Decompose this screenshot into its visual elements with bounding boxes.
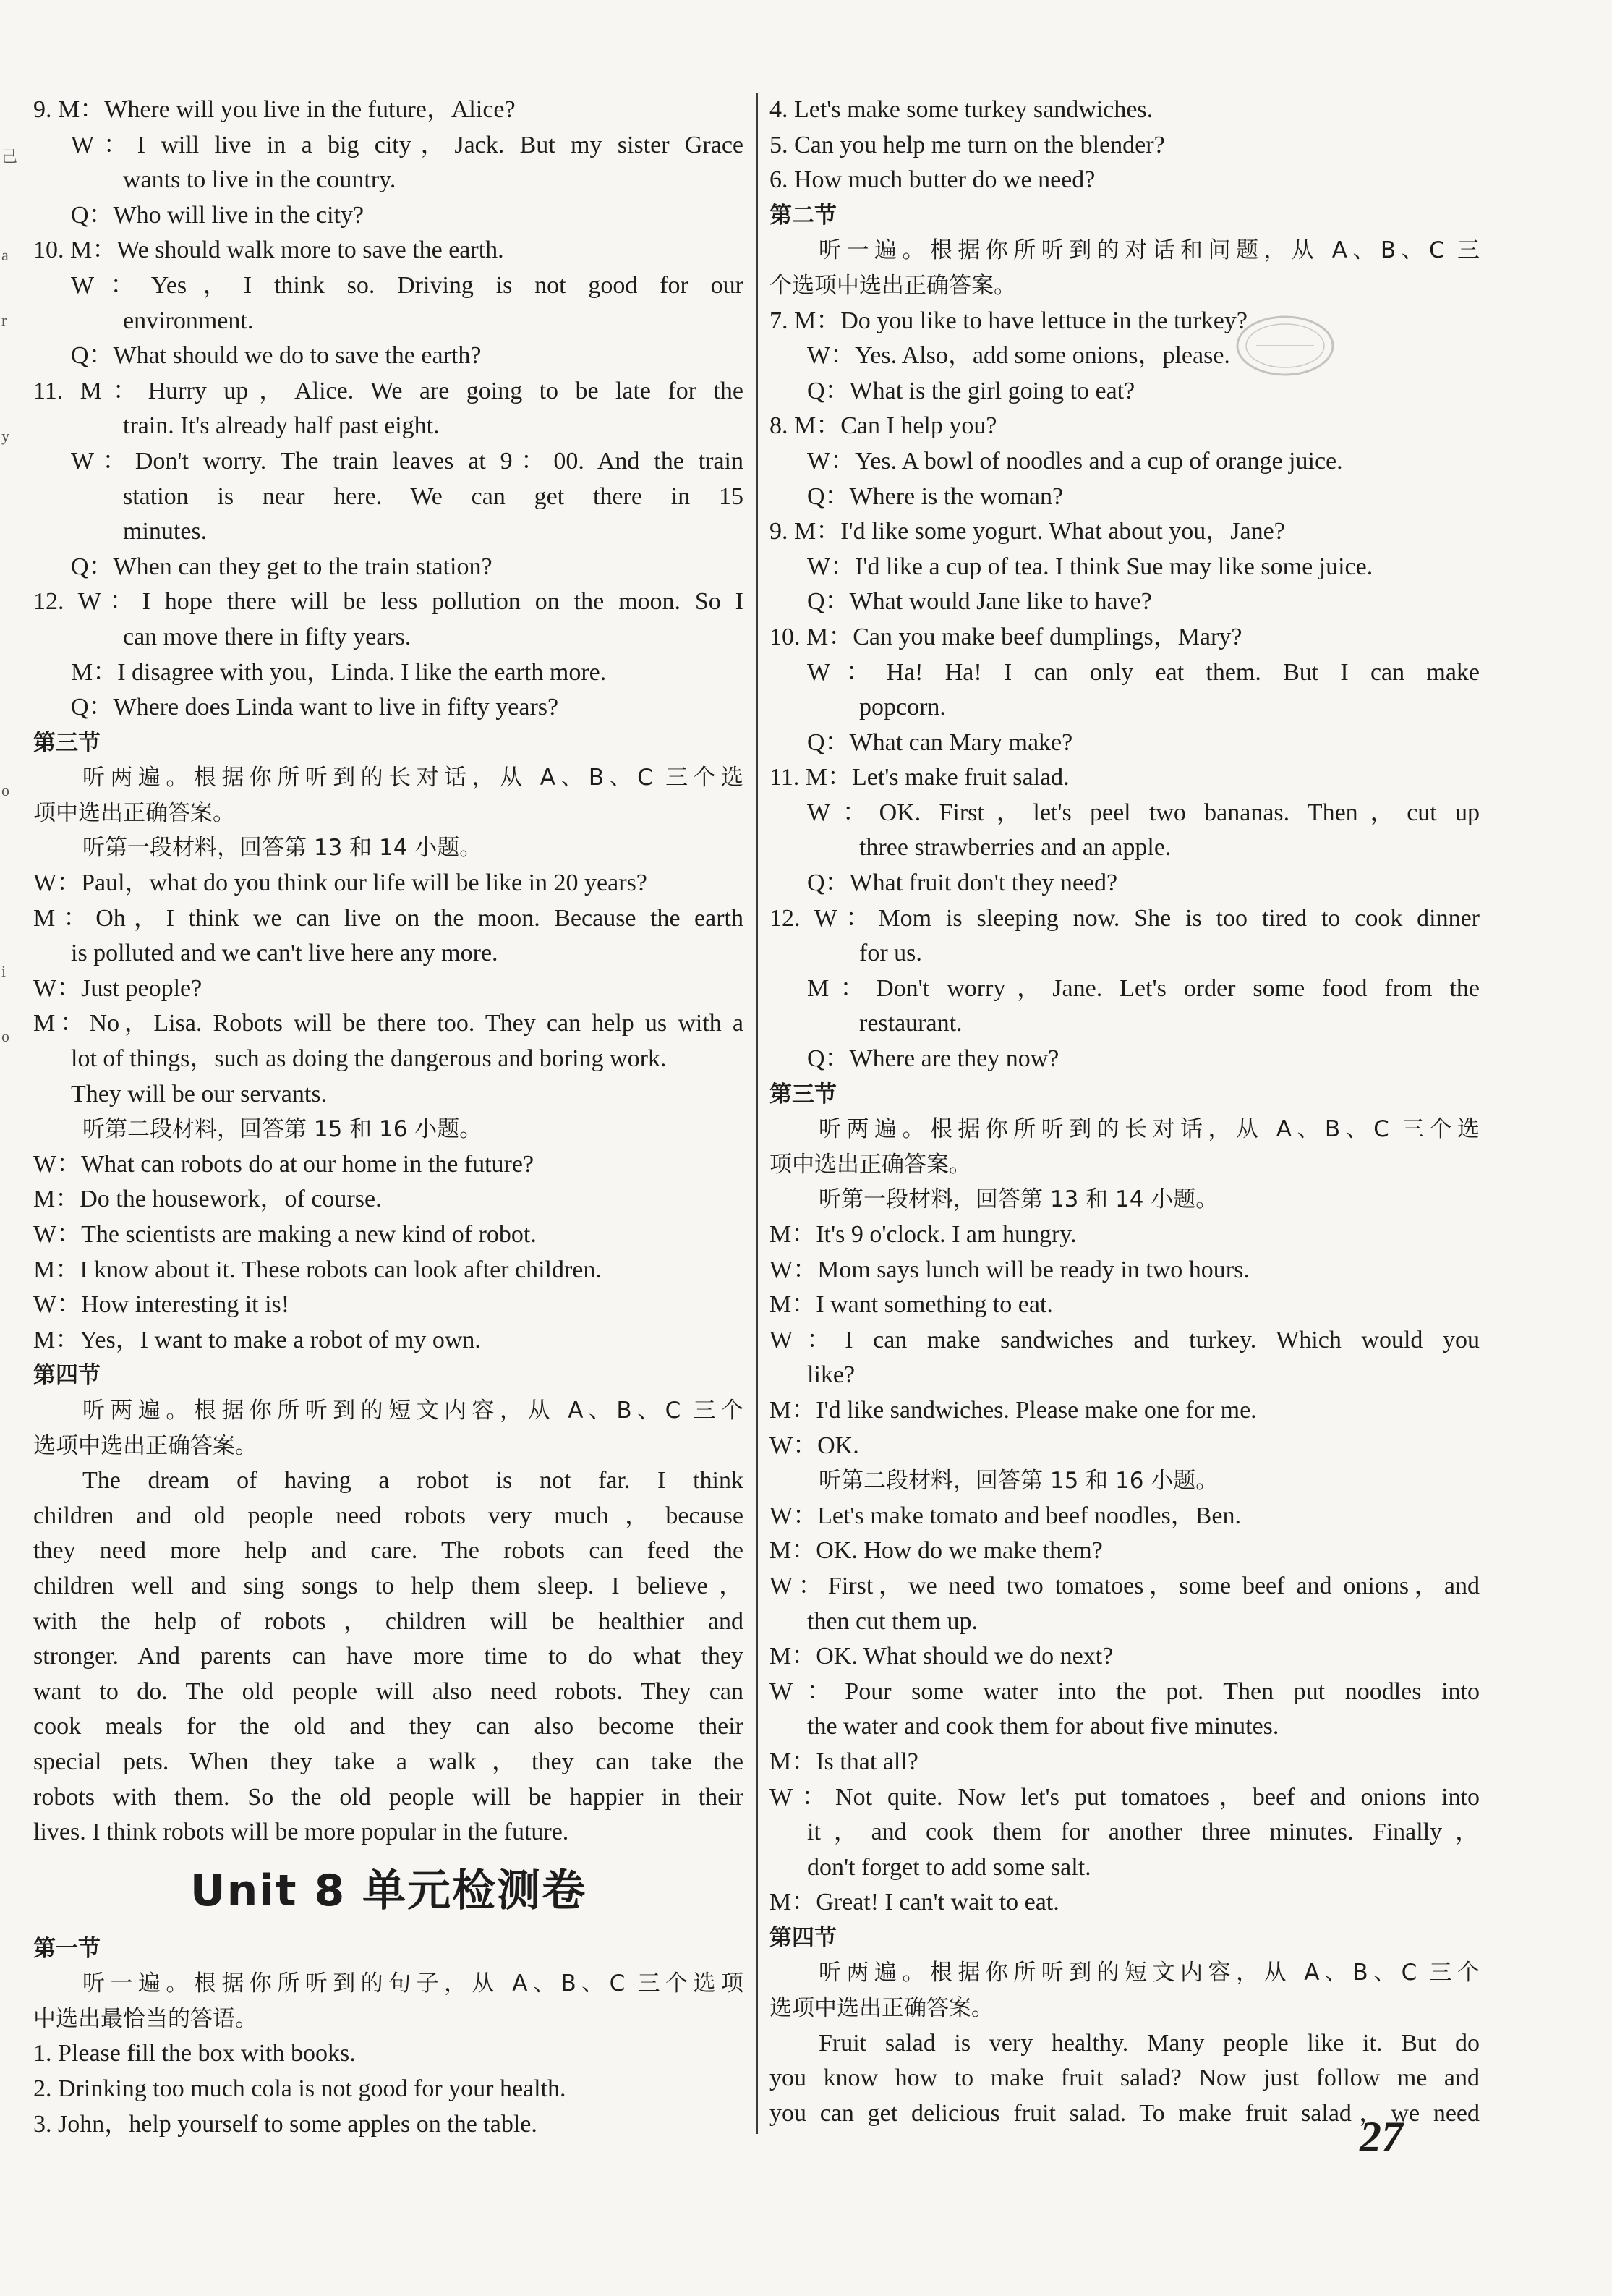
transcript-line: the water and cook them for about five minutes. [807, 1713, 1279, 1740]
transcript-line: 3. John，help yourself to some apples on the table. [33, 2110, 537, 2138]
instruction-line: 听第一段材料，回答第 13 和 14 小题。 [82, 835, 482, 862]
left-column [33, 93, 743, 2142]
instruction-line: 听两遍。根据你所听到的长对话，从 A、B、C 三个选 [82, 765, 743, 791]
transcript-line: popcorn. [859, 694, 946, 721]
instruction-line: 项中选出正确答案。 [769, 1151, 971, 1178]
transcript-line: W：The scientists are making a new kind of robot. [33, 1221, 537, 1248]
transcript-line: Q：Where does Linda want to live in fifty years? [71, 694, 559, 721]
transcript-line: M：OK. How do we make them? [769, 1537, 1103, 1565]
stamp-seal-icon [1231, 310, 1339, 382]
transcript-line: don't forget to add some salt. [807, 1853, 1091, 1881]
transcript-line: wants to live in the country. [123, 166, 396, 194]
transcript-line: Q：Where are they now? [807, 1045, 1059, 1073]
edge-mark: a [1, 246, 9, 264]
transcript-line: W：Yes. A bowl of noodles and a cup of orange juice. [807, 447, 1343, 475]
transcript-line: W：I can make sandwiches and turkey. Which would you [769, 1326, 1480, 1353]
instruction-line: 听第二段材料，回答第 15 和 16 小题。 [819, 1468, 1219, 1494]
transcript-line: 11. M：Let's make fruit salad. [769, 764, 1070, 791]
transcript-line: M：I disagree with you，Linda. I like the earth more. [71, 658, 607, 686]
instruction-line: 选项中选出正确答案。 [769, 1995, 994, 2022]
transcript-line: M：Do the housework，of course. [33, 1186, 382, 1213]
transcript-line: M：Yes，I want to make a robot of my own. [33, 1326, 481, 1353]
transcript-line: lives. I think robots will be more popular in the future. [33, 1819, 569, 1846]
section-heading: 第四节 [769, 1924, 837, 1951]
transcript-line: Q：What can Mary make? [807, 728, 1073, 756]
instruction-line: 听第一段材料，回答第 13 和 14 小题。 [819, 1186, 1219, 1213]
page-number: 27 [1360, 2113, 1403, 2161]
transcript-line: W：I'd like a cup of tea. I think Sue may like some juice. [807, 553, 1373, 580]
transcript-line: lot of things，such as doing the dangerous and boring work. [71, 1045, 667, 1073]
transcript-line: 12. W：Mom is sleeping now. She is too tired to cook dinner [769, 904, 1480, 932]
transcript-line: you know how to make fruit salad? Now just follow me and [769, 2065, 1480, 2092]
transcript-line: Q：What should we do to save the earth? [71, 342, 482, 370]
transcript-line: 11. M：Hurry up，Alice. We are going to be late for the [33, 377, 743, 404]
unit-title: Unit 8 单元检测卷 [189, 1865, 587, 1916]
transcript-line: Q：What is the girl going to eat? [807, 377, 1135, 404]
transcript-line: W：Pour some water into the pot. Then put noodles into [769, 1678, 1480, 1705]
transcript-line: Q：Where is the woman? [807, 482, 1064, 510]
transcript-line: Q：When can they get to the train station? [71, 553, 492, 580]
transcript-line: children well and sing songs to help them sleep. I believe， [33, 1572, 743, 1599]
transcript-line: The dream of having a robot is not far. I think [82, 1467, 743, 1494]
transcript-line: W：First，we need two tomatoes，some beef and onions，and [769, 1572, 1480, 1599]
transcript-line: you can get delicious fruit salad. To make fruit salad，we need [769, 2099, 1480, 2127]
instruction-line: 个选项中选出正确答案。 [769, 272, 1016, 299]
transcript-line: 12. W：I hope there will be less pollution on the moon. So I [33, 588, 743, 616]
transcript-line: W：What can robots do at our home in the future? [33, 1150, 534, 1178]
transcript-line: W：Let's make tomato and beef noodles，Ben. [769, 1502, 1241, 1529]
transcript-line: M：OK. What should we do next? [769, 1643, 1114, 1670]
transcript-line: 10. M：We should walk more to save the earth. [33, 237, 504, 264]
transcript-line: M：It's 9 o'clock. I am hungry. [769, 1221, 1077, 1248]
transcript-line: M：Is that all? [769, 1748, 918, 1775]
transcript-line: W：Don't worry. The train leaves at 9：00. And the train [71, 447, 743, 475]
transcript-line: special pets. When they take a walk，they can take the [33, 1748, 743, 1775]
right-column [769, 93, 1480, 2131]
transcript-line: Fruit salad is very healthy. Many people like it. But do [819, 2029, 1480, 2057]
transcript-line: 9. M：Where will you live in the future，Alice? [33, 96, 516, 123]
instruction-line: 听第二段材料，回答第 15 和 16 小题。 [82, 1116, 482, 1143]
transcript-line: 2. Drinking too much cola is not good for your health. [33, 2075, 566, 2103]
transcript-line: robots with them. So the old people will be happier in their [33, 1783, 743, 1811]
column-divider [756, 93, 758, 2134]
transcript-line: is polluted and we can't live here any more. [71, 940, 498, 967]
transcript-line: train. It's already half past eight. [123, 412, 440, 440]
transcript-line: 7. M：Do you like to have lettuce in the turkey? [769, 307, 1248, 334]
transcript-line: They will be our servants. [71, 1080, 328, 1107]
transcript-line: M：No，Lisa. Robots will be there too. They can help us with a [33, 1010, 743, 1037]
transcript-line: 10. M：Can you make beef dumplings，Mary? [769, 623, 1242, 650]
transcript-line: W：Paul，what do you think our life will be like in 20 years? [33, 869, 647, 897]
transcript-line: M：Don't worry，Jane. Let's order some food from the [807, 974, 1480, 1002]
edge-mark: o [1, 781, 9, 799]
transcript-line: restaurant. [859, 1010, 963, 1037]
transcript-line: M：Great! I can't wait to eat. [769, 1889, 1059, 1916]
instruction-line: 项中选出正确答案。 [33, 799, 235, 826]
transcript-line: cook meals for the old and they can also become their [33, 1713, 743, 1740]
transcript-line: they need more help and care. The robots can feed the [33, 1537, 743, 1565]
section-heading: 第三节 [33, 729, 101, 756]
transcript-line: W：I will live in a big city，Jack. But my sister Grace [71, 131, 743, 158]
instruction-line: 中选出最恰当的答语。 [33, 2005, 257, 2032]
transcript-line: station is near here. We can get there in 15 [123, 482, 743, 510]
edge-mark: r [1, 311, 7, 329]
transcript-line: M：I know about it. These robots can look after children. [33, 1256, 602, 1283]
transcript-line: want to do. The old people will also need robots. They can [33, 1678, 743, 1705]
transcript-line: W：Mom says lunch will be ready in two hours. [769, 1256, 1250, 1283]
transcript-line: W：OK. First，let's peel two bananas. Then，cut up [807, 799, 1480, 826]
transcript-line: W：Yes，I think so. Driving is not good for our [71, 271, 743, 299]
instruction-line: 听一遍。根据你所听到的对话和问题，从 A、B、C 三 [819, 237, 1480, 264]
section-heading: 第四节 [33, 1362, 101, 1389]
transcript-line: minutes. [123, 518, 208, 545]
transcript-line: W：Yes. Also，add some onions，please. [807, 342, 1230, 370]
transcript-line: with the help of robots，children will be healthier and [33, 1607, 743, 1635]
instruction-line: 听一遍。根据你所听到的句子，从 A、B、C 三个选项 [82, 1970, 743, 1997]
transcript-line: children and old people need robots very much，because [33, 1502, 743, 1529]
transcript-line: 8. M：Can I help you? [769, 412, 997, 440]
transcript-line: 5. Can you help me turn on the blender? [769, 131, 1165, 158]
transcript-line: then cut them up. [807, 1607, 978, 1635]
edge-mark: 己 [1, 148, 18, 166]
section-heading: 第三节 [769, 1081, 837, 1107]
edge-mark: o [1, 1027, 9, 1045]
transcript-line: Q：What would Jane like to have? [807, 588, 1152, 616]
transcript-line: W：Ha! Ha! I can only eat them. But I can make [807, 658, 1480, 686]
edge-mark: y [1, 427, 9, 445]
section-heading: 第二节 [769, 202, 837, 229]
instruction-line: 听两遍。根据你所听到的短文内容，从 A、B、C 三个 [82, 1397, 743, 1424]
transcript-line: M：Oh，I think we can live on the moon. Because the earth [33, 904, 743, 932]
transcript-line: environment. [123, 307, 254, 334]
transcript-line: 4. Let's make some turkey sandwiches. [769, 96, 1153, 123]
edge-mark: i [1, 962, 7, 980]
transcript-line: W：OK. [769, 1432, 859, 1459]
instruction-line: 听两遍。根据你所听到的长对话，从 A、B、C 三个选 [819, 1116, 1480, 1143]
transcript-line: 6. How much butter do we need? [769, 166, 1096, 194]
transcript-line: M：I'd like sandwiches. Please make one for me. [769, 1396, 1257, 1424]
instruction-line: 听两遍。根据你所听到的短文内容，从 A、B、C 三个 [819, 1960, 1480, 1986]
transcript-line: Q：What fruit don't they need? [807, 869, 1118, 897]
transcript-line: stronger. And parents can have more time to do what they [33, 1643, 743, 1670]
transcript-line: W：How interesting it is! [33, 1291, 290, 1319]
transcript-line: Q：Who will live in the city? [71, 201, 364, 229]
transcript-line: can move there in fifty years. [123, 623, 411, 650]
transcript-line: 9. M：I'd like some yogurt. What about you，Jane? [769, 518, 1285, 545]
transcript-line: like? [807, 1361, 856, 1389]
section-heading: 第一节 [33, 1935, 101, 1962]
transcript-line: M：I want something to eat. [769, 1291, 1053, 1319]
transcript-line: W：Just people? [33, 974, 202, 1002]
instruction-line: 选项中选出正确答案。 [33, 1432, 257, 1459]
transcript-line: 1. Please fill the box with books. [33, 2040, 356, 2067]
transcript-line: W：Not quite. Now let's put tomatoes，beef and onions into [769, 1783, 1480, 1811]
transcript-line: it，and cook them for another three minutes. Finally， [807, 1819, 1480, 1846]
transcript-line: for us. [859, 940, 922, 967]
transcript-line: three strawberries and an apple. [859, 834, 1172, 862]
